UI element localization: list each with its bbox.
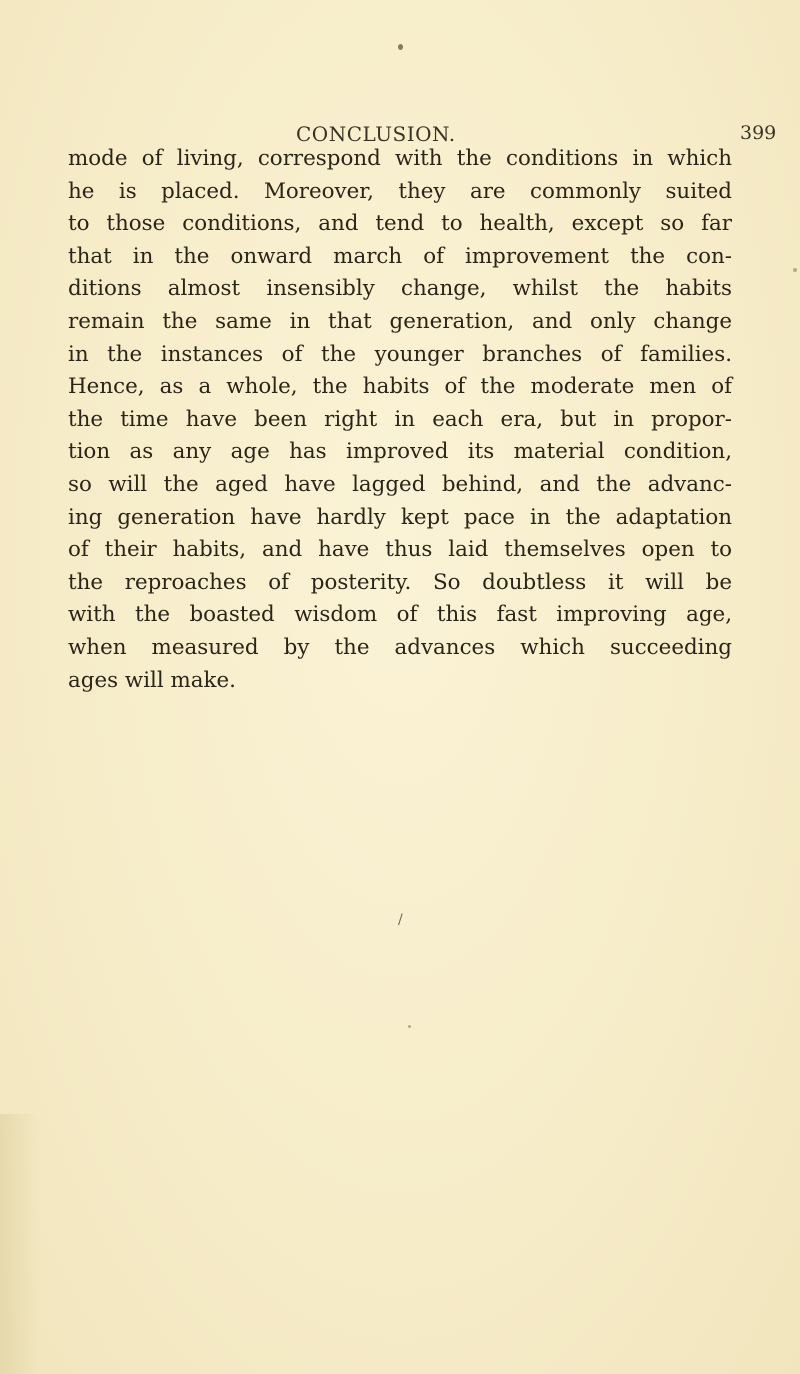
- ink-speck: [398, 44, 403, 50]
- text-line: in the instances of the younger branches of families.: [68, 341, 732, 367]
- page-stain: [0, 1114, 40, 1374]
- text-line: that in the onward march of improvement the con-: [68, 243, 732, 269]
- ink-speck: [793, 268, 797, 272]
- text-line: so will the aged have lagged behind, and the advanc-: [68, 471, 732, 497]
- running-head: CONCLUSION.: [296, 122, 456, 146]
- text-line: with the boasted wisdom of this fast improving age,: [68, 602, 732, 628]
- text-line: to those conditions, and tend to health, except so far: [68, 211, 732, 237]
- body-paragraph: [68, 143, 732, 697]
- text-line: the time have been right in each era, but in propor-: [68, 406, 732, 432]
- text-line: ditions almost insensibly change, whilst the habits: [68, 276, 732, 302]
- text-line: ing generation have hardly kept pace in the adaptation: [68, 504, 732, 530]
- page-number: 399: [740, 122, 777, 144]
- text-line: he is placed. Moreover, they are commonly suited: [68, 178, 732, 204]
- text-line: tion as any age has improved its material condition,: [68, 439, 732, 465]
- stray-mark: /: [398, 912, 403, 928]
- ink-speck: [408, 1025, 411, 1028]
- text-line: ages will make.: [68, 667, 236, 693]
- text-line: the reproaches of posterity. So doubtless it will be: [68, 569, 732, 595]
- text-line: mode of living, correspond with the conditions in which: [68, 146, 732, 171]
- text-line: when measured by the advances which succeeding: [68, 634, 732, 660]
- text-line: of their habits, and have thus laid themselves open to: [68, 537, 732, 563]
- text-line: remain the same in that generation, and only change: [68, 308, 732, 334]
- text-line: Hence, as a whole, the habits of the moderate men of: [68, 374, 732, 400]
